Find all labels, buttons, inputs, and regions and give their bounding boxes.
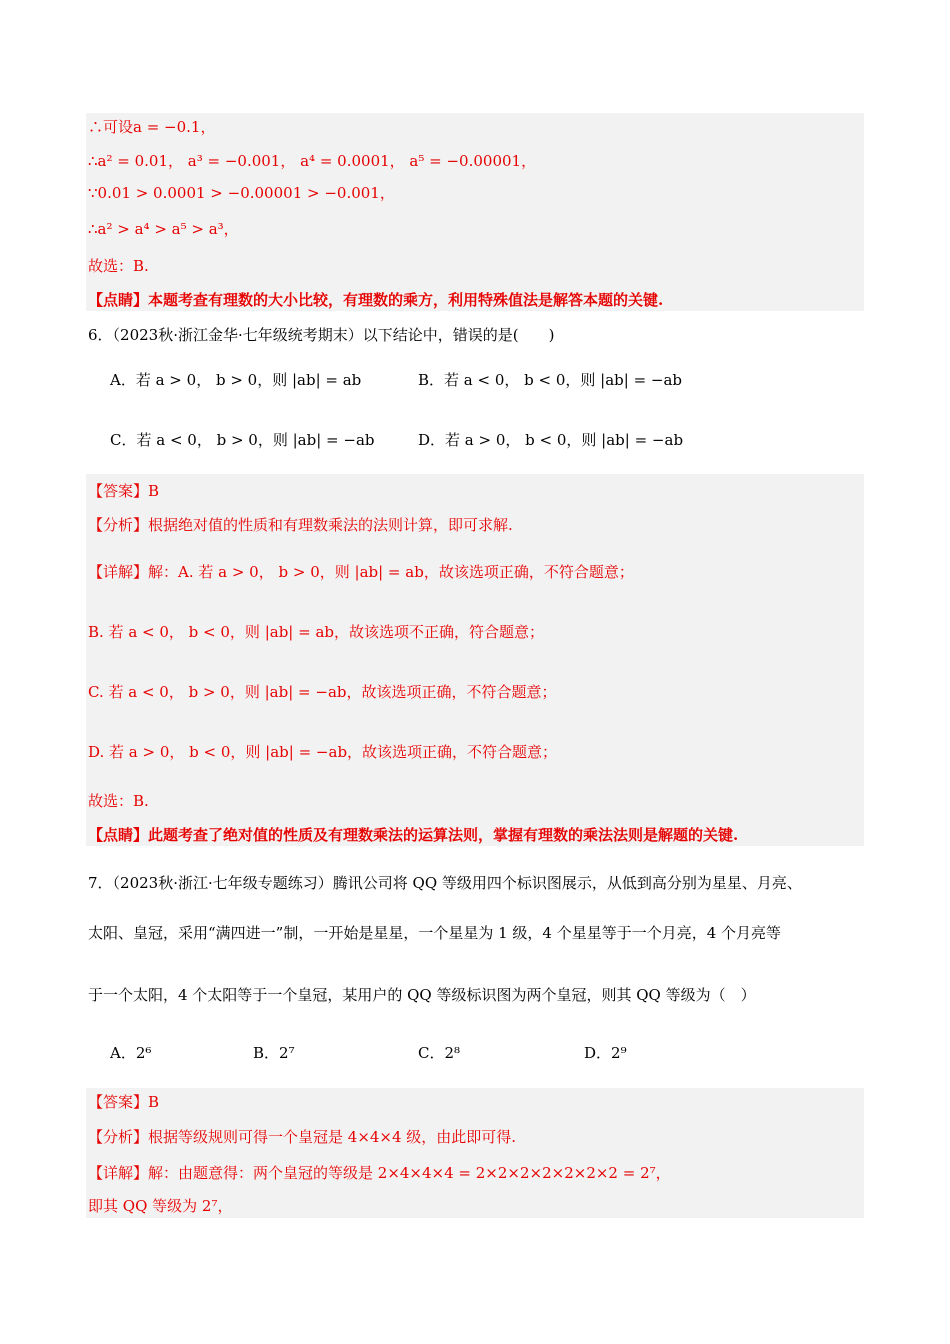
q6-choose: 故选：B.: [88, 792, 149, 810]
q6-detail-d: D. 若 a > 0， b < 0，则 |ab| = −ab，故该选项正确，不符合题意；: [88, 743, 558, 761]
q6-detail-c: C. 若 a < 0， b > 0，则 |ab| = −ab，故该选项正确，不符合题意；: [88, 683, 557, 701]
q7-line1: 7．（2023秋·浙江·七年级专题练习）腾讯公司将 QQ 等级用四个标识图展示，从低到高分别为星星、月亮、: [88, 874, 802, 892]
q6-option-a: A．若 a > 0， b > 0，则 |ab| = ab: [110, 371, 362, 389]
q7-last: 即其 QQ 等级为 2⁷，: [88, 1197, 233, 1215]
q7-option-a: A．2⁶: [110, 1044, 152, 1062]
q7-analysis: 【分析】根据等级规则可得一个皇冠是 4×4×4 级，由此即可得.: [88, 1128, 517, 1146]
q6-option-d: D．若 a > 0， b < 0，则 |ab| = −ab: [418, 431, 684, 449]
q7-option-c: C．2⁸: [418, 1044, 461, 1062]
sol5-line2: ∴a² = 0.01， a³ = −0.001， a⁴ = 0.0001， a⁵ = −0.00001，: [88, 152, 537, 170]
q6-analysis: 【分析】根据绝对值的性质和有理数乘法的法则计算，即可求解.: [88, 516, 513, 534]
q6-detail-b: B. 若 a < 0， b < 0，则 |ab| = ab，故该选项不正确，符合题意；: [88, 623, 545, 641]
sol5-line3: ∵0.01 > 0.0001 > −0.00001 > −0.001，: [88, 184, 395, 202]
q7-line3: 于一个太阳，4 个太阳等于一个皇冠，某用户的 QQ 等级标识图为两个皇冠，则其 QQ 等级为（ ）: [88, 986, 756, 1004]
q6-stem: 6．（2023秋·浙江金华·七年级统考期末）以下结论中，错误的是( ): [88, 326, 555, 344]
q7-answer: 【答案】B: [88, 1093, 160, 1111]
q6-detail: 【详解】解：A. 若 a > 0， b > 0，则 |ab| = ab，故该选项正确，不符合题意；: [88, 563, 634, 581]
q6-answer: 【答案】B: [88, 482, 160, 500]
q7-line2: 太阳、皇冠，采用“满四进一”制，一开始是星星，一个星星为 1 级，4 个星星等于一个月亮，4 个月亮等: [88, 924, 782, 942]
sol5-choose: 故选：B.: [88, 257, 149, 275]
q6-option-b: B．若 a < 0， b < 0，则 |ab| = −ab: [418, 371, 683, 389]
q7-option-d: D．2⁹: [584, 1044, 627, 1062]
sol5-line1: ∴可设a = −0.1，: [88, 118, 216, 136]
solution-box-q5: [86, 113, 864, 311]
q7-option-b: B．2⁷: [253, 1044, 295, 1062]
q6-option-c: C．若 a < 0， b > 0，则 |ab| = −ab: [110, 431, 375, 449]
sol5-point: 【点睛】本题考查有理数的大小比较，有理数的乘方，利用特殊值法是解答本题的关键.: [88, 291, 664, 309]
q7-detail: 【详解】解：由题意得：两个皇冠的等级是 2×4×4×4 = 2×2×2×2×2×2×2 = 2⁷，: [88, 1164, 671, 1182]
q6-point: 【点睛】此题考查了绝对值的性质及有理数乘法的运算法则，掌握有理数的乘法法则是解题的关键.: [88, 826, 739, 844]
sol5-line4: ∴a² > a⁴ > a⁵ > a³，: [88, 220, 239, 238]
